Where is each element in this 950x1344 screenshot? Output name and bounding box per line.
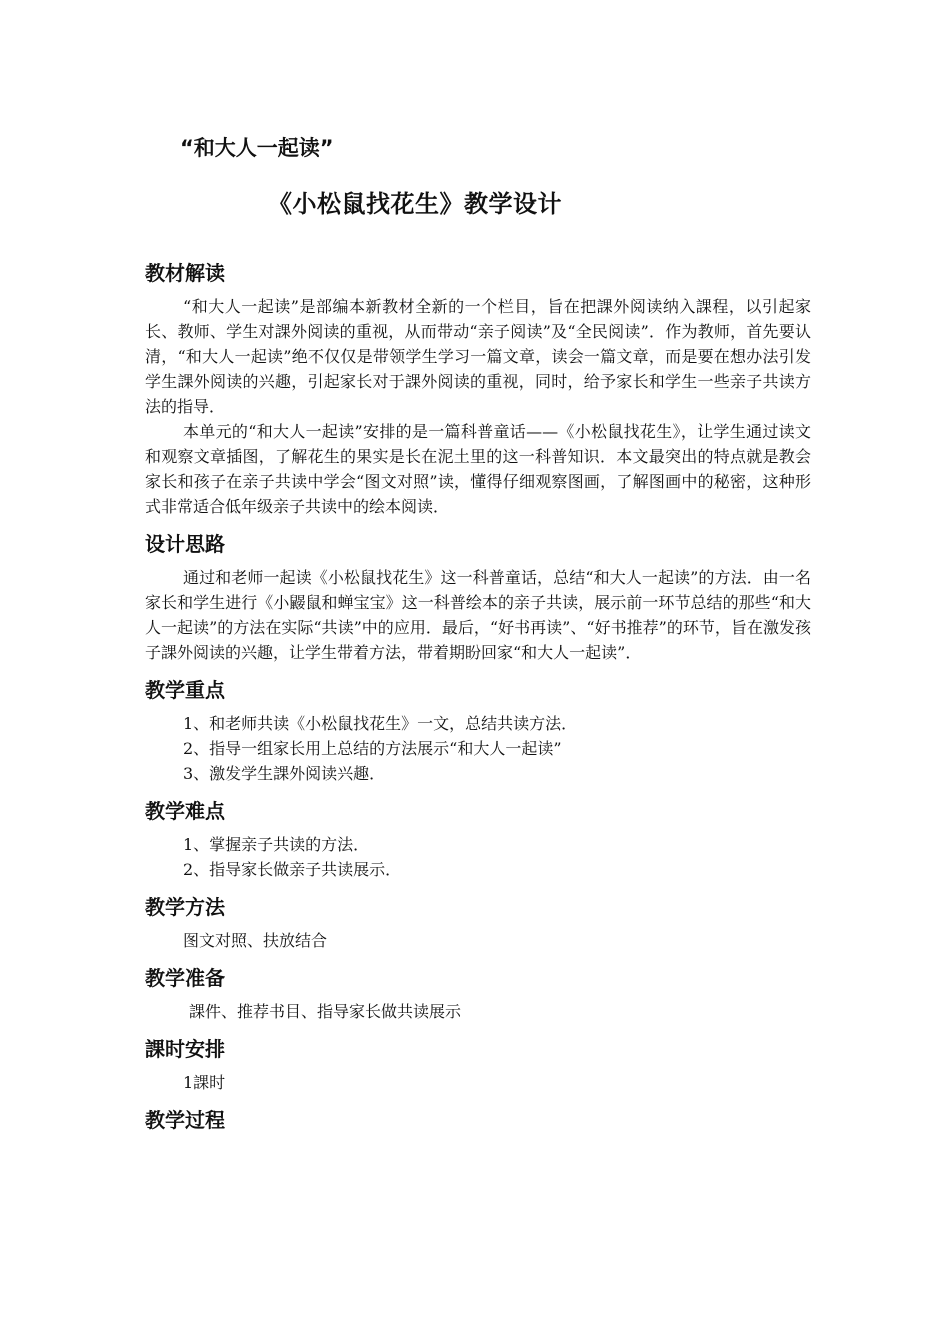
prep-text: 課件、推荐书目、指导家长做共读展示	[189, 1002, 462, 1021]
section-heading-difficulty: 教学难点	[145, 799, 225, 823]
list-item: 2、指导家长做亲子共读展示．	[183, 860, 402, 879]
document-title: 《小松鼠找花生》教学设计	[268, 190, 562, 218]
list-item: 1、掌握亲子共读的方法．	[183, 835, 370, 854]
section-prep	[145, 963, 811, 1024]
section-focus	[145, 675, 811, 786]
list-item: 1、和老师共读《小松鼠找花生》一文，总结共读方法．	[183, 714, 578, 733]
section-heading-design: 设计思路	[145, 532, 225, 556]
difficulty-list	[145, 832, 811, 882]
column-title: “和大人一起读”	[180, 136, 334, 160]
section-heading-focus: 教学重点	[145, 678, 225, 702]
design-paragraph: 通过和老师一起读《小松鼠找花生》这一科普童话，总结“和大人一起读”的方法．由一名家长和学生进行《小鼹鼠和蝉宝宝》这一科普绘本的亲子共读，展示前一环节总结的那些“和大人一起读”的方法在实际“共读”中的应用．最后，“好书再读”、“好书推荐”的环节，旨在激发孩子課外阅读的兴趣，让学生带着方法，带着期盼回家“和大人一起读”．	[145, 568, 811, 662]
material-paragraph-1: “和大人一起读”是部编本新教材全新的一个栏目，旨在把課外阅读纳入課程，以引起家长、教师、学生对課外阅读的重视，从而带动“亲子阅读”及“全民阅读”．作为教师，首先要认清，“和大人一起读”绝不仅仅是带领学生学习一篇文章，读会一篇文章，而是要在想办法引发学生課外阅读的兴趣，引起家长对于課外阅读的重视，同时，给予家长和学生一些亲子共读方法的指导．	[145, 297, 811, 416]
section-method	[145, 892, 811, 953]
section-heading-prep: 教学准备	[145, 966, 225, 990]
document-body	[145, 258, 811, 1135]
section-design	[145, 529, 811, 665]
list-item: 2、指导一组家长用上总结的方法展示“和大人一起读”	[183, 739, 562, 758]
section-difficulty	[145, 796, 811, 882]
list-item: 3、激发学生課外阅读兴趣．	[183, 764, 386, 783]
focus-list	[145, 711, 811, 786]
material-paragraph-2: 本单元的“和大人一起读”安排的是一篇科普童话——《小松鼠找花生》，让学生通过读文和观察文章插图，了解花生的果实是长在泥土里的这一科普知识．本文最突出的特点就是教会家长和孩子在亲子共读中学会“图文对照”读，懂得仔细观察图画，了解图画中的秘密，这种形式非常适合低年级亲子共读中的绘本阅读．	[145, 422, 811, 516]
section-heading-material: 教材解读	[145, 261, 225, 285]
section-process	[145, 1105, 811, 1135]
method-text: 图文对照、扶放结合	[183, 931, 328, 950]
section-heading-schedule: 課时安排	[145, 1037, 225, 1061]
schedule-text: 1課时	[183, 1073, 226, 1092]
section-schedule	[145, 1034, 811, 1095]
section-material	[145, 258, 811, 519]
section-heading-method: 教学方法	[145, 895, 225, 919]
section-heading-process: 教学过程	[145, 1108, 225, 1132]
